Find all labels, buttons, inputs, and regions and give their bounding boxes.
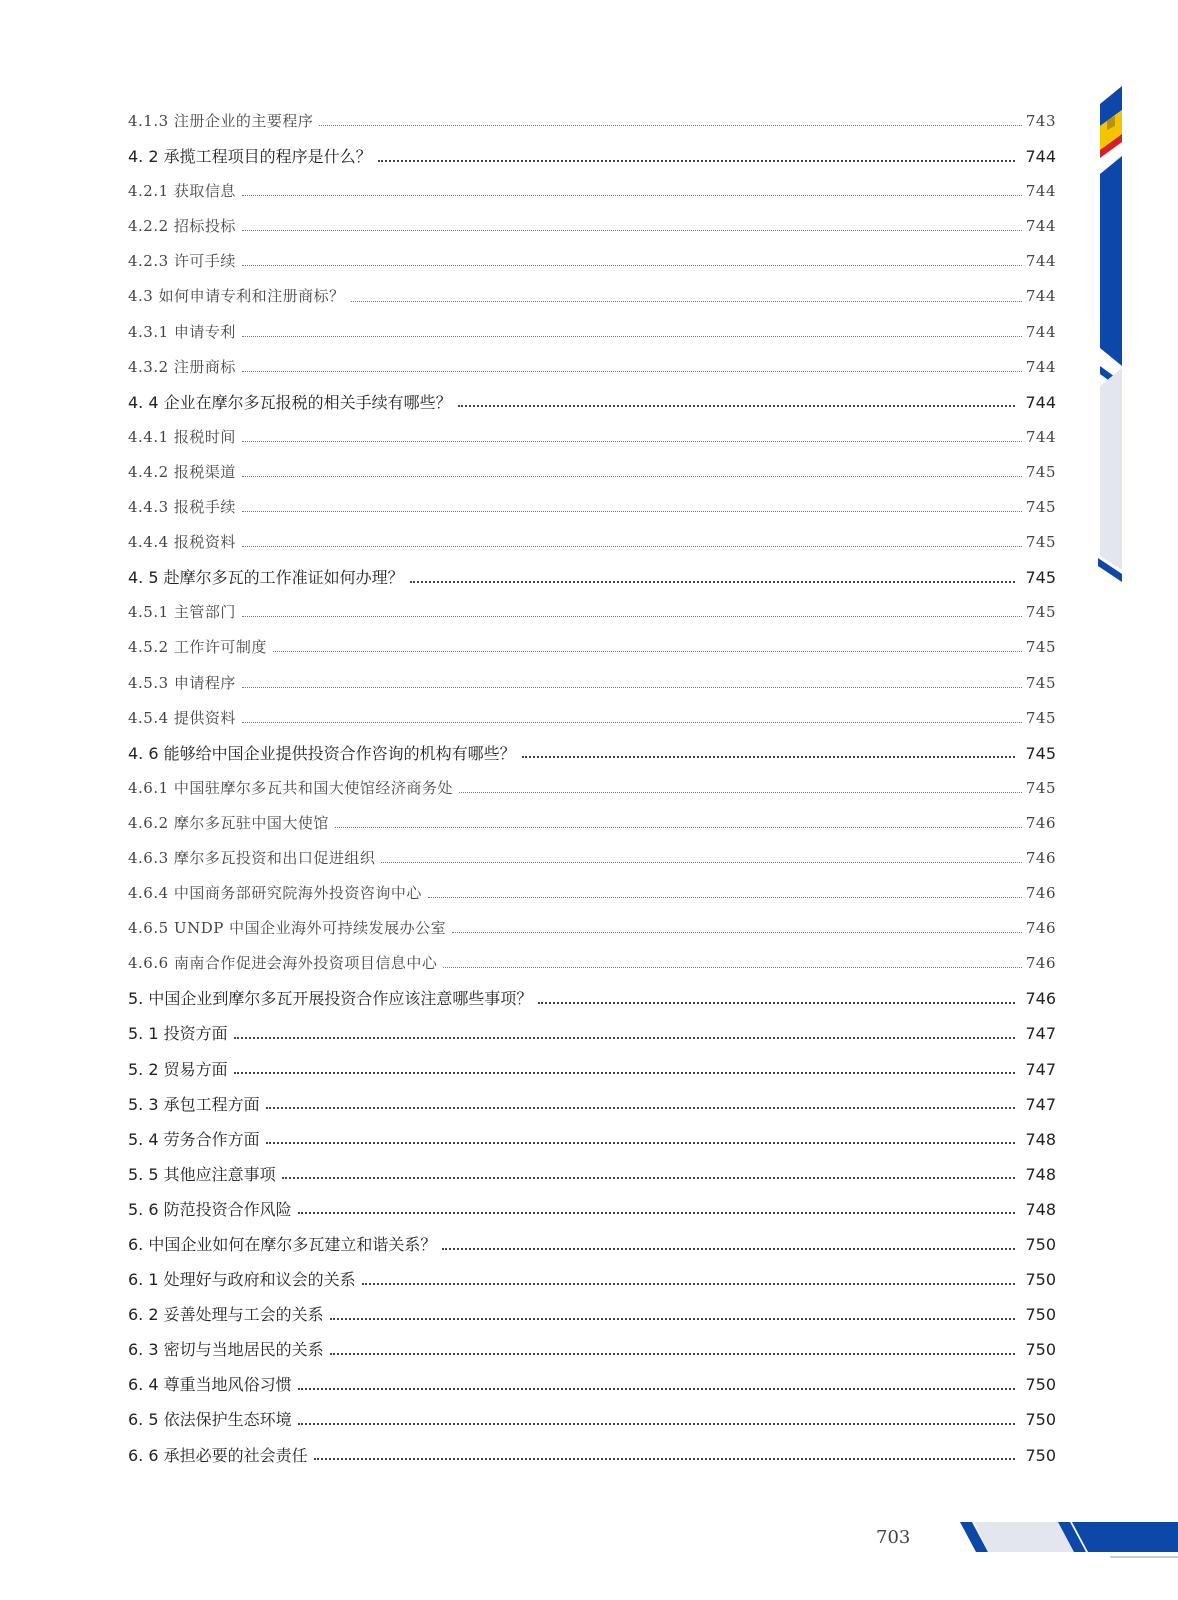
toc-entry-page: 745 — [1025, 568, 1056, 588]
toc-leader-dots — [378, 160, 1016, 162]
toc-entry-page: 745 — [1025, 673, 1056, 692]
toc-leader-dots — [459, 792, 1022, 793]
toc-entry-label: 4.6.3 摩尔多瓦投资和出口促进组织 — [128, 848, 376, 867]
toc-entry[interactable] — [128, 174, 1056, 209]
toc-entry[interactable] — [128, 1262, 1056, 1297]
toc-entry-page: 750 — [1025, 1305, 1056, 1325]
toc-leader-dots — [314, 1458, 1016, 1460]
toc-entry[interactable] — [128, 315, 1056, 350]
toc-entry-page: 744 — [1025, 147, 1056, 167]
toc-leader-dots — [266, 1142, 1016, 1144]
toc-entry-label: 4.2.3 许可手续 — [128, 252, 236, 271]
toc-entry-label: 4.4.2 报税渠道 — [128, 462, 236, 481]
toc-leader-dots — [362, 1283, 1016, 1285]
toc-entry-page: 750 — [1025, 1270, 1056, 1290]
toc-leader-dots — [234, 1072, 1016, 1074]
toc-entry-page: 747 — [1025, 1094, 1056, 1114]
toc-entry[interactable] — [128, 736, 1056, 771]
toc-entry-label: 6. 中国企业如何在摩尔多瓦建立和谐关系？ — [128, 1235, 437, 1254]
toc-entry-page: 745 — [1025, 708, 1056, 727]
bottom-blue-band — [1072, 1522, 1178, 1552]
toc-entry-page: 744 — [1025, 322, 1056, 341]
toc-entry-page: 744 — [1025, 357, 1056, 376]
toc-leader-dots — [242, 265, 1022, 266]
toc-entry[interactable] — [128, 244, 1056, 279]
toc-entry-label: 4.6.4 中国商务部研究院海外投资咨询中心 — [128, 884, 422, 903]
toc-entry-label: 4.6.5 UNDP 中国企业海外可持续发展办公室 — [128, 919, 447, 938]
toc-entry-label: 4.2.2 招标投标 — [128, 217, 236, 236]
toc-leader-dots — [330, 1353, 1016, 1355]
toc-entry-page: 744 — [1025, 392, 1056, 412]
toc-entry[interactable] — [128, 1332, 1056, 1367]
toc-entry-page: 748 — [1025, 1199, 1056, 1219]
toc-leader-dots — [298, 1212, 1016, 1214]
toc-entry-label: 4.4.1 报税时间 — [128, 427, 236, 446]
toc-entry[interactable] — [128, 1227, 1056, 1262]
toc-entry-page: 744 — [1025, 287, 1056, 306]
toc-leader-dots — [273, 651, 1022, 652]
toc-leader-dots — [330, 1318, 1016, 1320]
toc-entry-page: 750 — [1025, 1445, 1056, 1465]
toc-entry-page: 750 — [1025, 1235, 1056, 1254]
toc-entry-page: 745 — [1025, 533, 1056, 552]
toc-entry[interactable] — [128, 525, 1056, 560]
toc-entry-label: 4.5.3 申请程序 — [128, 673, 236, 692]
toc-leader-dots — [298, 1388, 1016, 1390]
side-ribbon-decoration — [1098, 86, 1124, 586]
toc-entry-label: 5. 6 防范投资合作风险 — [128, 1199, 292, 1219]
toc-entry[interactable] — [128, 209, 1056, 244]
toc-entry[interactable] — [128, 911, 1056, 946]
toc-entry-page: 746 — [1025, 989, 1056, 1009]
toc-leader-dots — [442, 1248, 1015, 1250]
toc-entry[interactable] — [128, 104, 1056, 139]
toc-entry-label: 4. 5 赴摩尔多瓦的工作准证如何办理？ — [128, 568, 404, 588]
toc-entry[interactable] — [128, 1157, 1056, 1192]
toc-entry[interactable] — [128, 455, 1056, 490]
toc-leader-dots — [242, 722, 1022, 723]
toc-entry[interactable] — [128, 981, 1056, 1016]
toc-leader-dots — [538, 1002, 1015, 1004]
bottom-gray-line — [1110, 1556, 1178, 1558]
toc-entry-page: 746 — [1025, 954, 1056, 973]
toc-entry-label: 4.6.6 南南合作促进会海外投资项目信息中心 — [128, 954, 438, 973]
toc-entry-page: 744 — [1025, 217, 1056, 236]
toc-entry-label: 4.5.4 提供资料 — [128, 708, 236, 727]
toc-entry[interactable] — [128, 1016, 1056, 1051]
toc-leader-dots — [443, 967, 1021, 968]
toc-leader-dots — [242, 195, 1022, 196]
toc-entry-page: 746 — [1025, 919, 1056, 938]
toc-entry[interactable] — [128, 595, 1056, 630]
toc-entry-label: 5. 中国企业到摩尔多瓦开展投资合作应该注意哪些事项？ — [128, 989, 533, 1009]
toc-entry[interactable] — [128, 666, 1056, 701]
toc-leader-dots — [242, 546, 1022, 547]
toc-entry[interactable] — [128, 1438, 1056, 1473]
toc-entry[interactable] — [128, 876, 1056, 911]
toc-entry-label: 4. 6 能够给中国企业提供投资合作咨询的机构有哪些？ — [128, 743, 516, 763]
bottom-ribbon-decoration — [960, 1522, 1178, 1562]
page-number: 703 — [876, 1527, 911, 1548]
toc-entry[interactable] — [128, 490, 1056, 525]
toc-entry[interactable] — [128, 771, 1056, 806]
toc-entry-label: 4.1.3 注册企业的主要程序 — [128, 112, 314, 130]
toc-leader-dots — [298, 1423, 1016, 1425]
toc-entry-label: 6. 6 承担必要的社会责任 — [128, 1445, 308, 1465]
toc-entry-page: 745 — [1025, 603, 1056, 622]
toc-entry[interactable] — [128, 1122, 1056, 1157]
toc-entry-page: 746 — [1025, 848, 1056, 867]
toc-leader-dots — [242, 336, 1022, 337]
table-of-contents — [128, 104, 1056, 1473]
toc-leader-dots — [242, 230, 1022, 231]
toc-entry[interactable] — [128, 806, 1056, 841]
toc-entry-label: 4.5.1 主管部门 — [128, 603, 236, 622]
toc-entry-page: 745 — [1025, 638, 1056, 657]
toc-entry[interactable] — [128, 1052, 1056, 1087]
toc-entry-page: 743 — [1025, 112, 1056, 130]
toc-entry[interactable] — [128, 1367, 1056, 1402]
toc-entry-page: 744 — [1025, 427, 1056, 446]
toc-entry-label: 4.6.2 摩尔多瓦驻中国大使馆 — [128, 813, 329, 832]
toc-entry-page: 745 — [1025, 498, 1056, 517]
toc-entry-label: 4.6.1 中国驻摩尔多瓦共和国大使馆经济商务处 — [128, 778, 453, 797]
toc-leader-dots — [282, 1177, 1016, 1179]
toc-entry[interactable] — [128, 350, 1056, 385]
toc-entry-page: 745 — [1025, 462, 1056, 481]
toc-entry[interactable] — [128, 139, 1056, 174]
toc-leader-dots — [234, 1037, 1016, 1039]
toc-leader-dots — [410, 581, 1016, 583]
toc-entry-label: 4.4.4 报税资料 — [128, 533, 236, 552]
toc-entry-page: 750 — [1025, 1410, 1056, 1430]
toc-entry[interactable] — [128, 560, 1056, 595]
toc-entry-label: 5. 3 承包工程方面 — [128, 1094, 260, 1114]
toc-leader-dots — [522, 756, 1016, 758]
toc-entry[interactable] — [128, 385, 1056, 420]
toc-leader-dots — [242, 511, 1022, 512]
toc-entry-page: 746 — [1025, 884, 1056, 903]
toc-entry-label: 6. 1 处理好与政府和议会的关系 — [128, 1270, 356, 1290]
toc-entry[interactable] — [128, 279, 1056, 314]
toc-entry-label: 4.3.1 申请专利 — [128, 322, 236, 341]
ribbon-gray-band — [1100, 368, 1122, 570]
toc-entry-label: 4.3.2 注册商标 — [128, 357, 236, 376]
toc-entry-page: 746 — [1025, 813, 1056, 832]
toc-entry[interactable] — [128, 701, 1056, 736]
toc-entry-label: 4.5.2 工作许可制度 — [128, 638, 267, 657]
toc-leader-dots — [266, 1107, 1016, 1109]
toc-entry-page: 747 — [1025, 1024, 1056, 1044]
toc-entry[interactable] — [128, 1297, 1056, 1332]
toc-entry-page: 750 — [1025, 1375, 1056, 1395]
toc-entry[interactable] — [128, 630, 1056, 665]
toc-entry[interactable] — [128, 420, 1056, 455]
toc-entry-label: 5. 1 投资方面 — [128, 1024, 228, 1044]
toc-leader-dots — [452, 932, 1022, 933]
toc-leader-dots — [242, 687, 1022, 688]
ribbon-blue-band — [1100, 156, 1122, 366]
toc-entry-label: 4.3 如何申请专利和注册商标？ — [128, 287, 345, 306]
toc-entry-label: 6. 2 妥善处理与工会的关系 — [128, 1305, 324, 1325]
toc-leader-dots — [381, 862, 1021, 863]
toc-entry[interactable] — [128, 1087, 1056, 1122]
toc-entry-label: 5. 5 其他应注意事项 — [128, 1164, 276, 1184]
toc-entry-page: 750 — [1025, 1340, 1056, 1360]
toc-entry-label: 4.2.1 获取信息 — [128, 182, 236, 201]
toc-entry-label: 4. 4 企业在摩尔多瓦报税的相关手续有哪些？ — [128, 392, 452, 412]
toc-entry-label: 4.4.3 报税手续 — [128, 498, 236, 517]
toc-entry-page: 747 — [1025, 1059, 1056, 1079]
toc-entry-label: 6. 5 依法保护生态环境 — [128, 1410, 292, 1430]
toc-entry[interactable] — [128, 1192, 1056, 1227]
toc-entry-page: 745 — [1025, 778, 1056, 797]
toc-leader-dots — [242, 441, 1022, 442]
toc-leader-dots — [242, 616, 1022, 617]
toc-entry-page: 744 — [1025, 252, 1056, 271]
toc-leader-dots — [242, 371, 1022, 372]
toc-entry-label: 4. 2 承揽工程项目的程序是什么？ — [128, 147, 372, 167]
toc-leader-dots — [319, 125, 1021, 126]
toc-entry-label: 6. 3 密切与当地居民的关系 — [128, 1340, 324, 1360]
toc-entry[interactable] — [128, 946, 1056, 981]
toc-leader-dots — [351, 301, 1022, 302]
toc-leader-dots — [458, 405, 1016, 407]
toc-entry-page: 745 — [1025, 743, 1056, 763]
toc-entry-page: 744 — [1025, 182, 1056, 201]
toc-entry[interactable] — [128, 841, 1056, 876]
toc-entry-page: 748 — [1025, 1164, 1056, 1184]
toc-entry-label: 6. 4 尊重当地风俗习惯 — [128, 1375, 292, 1395]
toc-leader-dots — [428, 897, 1022, 898]
toc-entry[interactable] — [128, 1402, 1056, 1437]
toc-entry-page: 748 — [1025, 1129, 1056, 1149]
toc-leader-dots — [335, 827, 1022, 828]
toc-entry-label: 5. 2 贸易方面 — [128, 1059, 228, 1079]
toc-entry-label: 5. 4 劳务合作方面 — [128, 1129, 260, 1149]
toc-leader-dots — [242, 476, 1022, 477]
